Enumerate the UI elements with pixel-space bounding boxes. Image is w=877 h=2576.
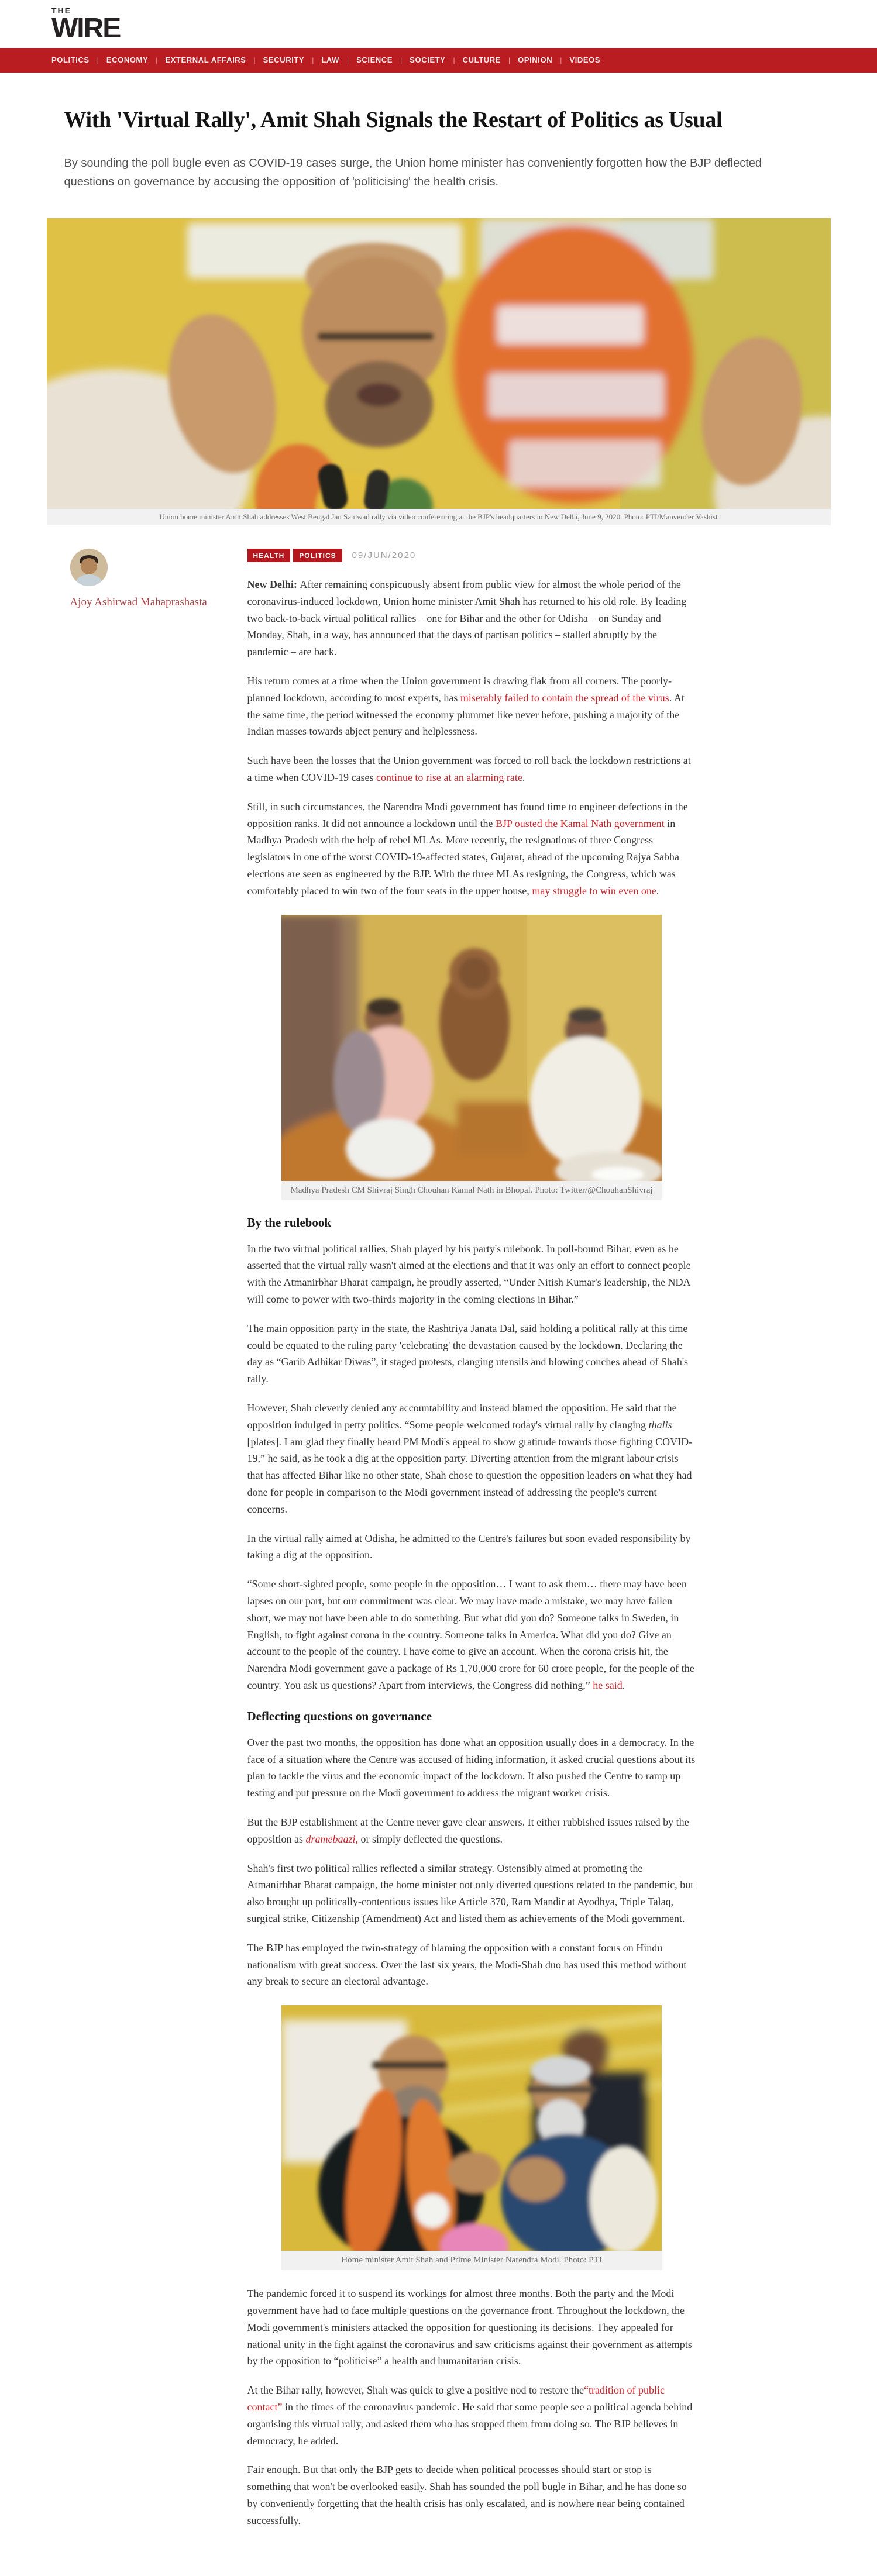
nav-item-opinion[interactable]: OPINION (518, 56, 553, 65)
article-paragraph (247, 2382, 696, 2449)
nav-item-science[interactable]: SCIENCE (356, 56, 393, 65)
paragraph-text: Shah's first two political rallies reflected a similar strategy. Ostensibly aimed at promoting the Atmanirbhar Bharat campaign, the home minister not only diverted questions related to the pandemic, but also brought up politically-contentious issues like Article 370, Ram Mandir at Ayodhya, Triple Talaq, surgical strike, Citizenship (Amendment) Act and listed them as achievements of the Modi government. (247, 1862, 694, 1924)
main-nav (0, 48, 877, 73)
paragraph-text: Over the past two months, the opposition has done what an opposition usually does in a democracy. In the face of a situation where the Centre was accused of hiding information, it asked crucial questions about its plan to tackle the virus and the economic impact of the lockdown. It also pushed the Centre to ramp up testing and put pressure on the Modi government to address the migrant worker crisis. (247, 1736, 696, 1799)
article-subtitle: By sounding the poll bugle even as COVID-19 cases surge, the Union home minister has conveniently forgotten how the BJP deflected questions on governance by accusing the opposition of 'politicising' the health crisis. (64, 157, 762, 189)
figure-caption: Madhya Pradesh CM Shivraj Singh Chouhan Kamal Nath in Bhopal. Photo: Twitter/@ChouhanShivraj (281, 1181, 662, 1200)
nav-item-culture[interactable]: CULTURE (462, 56, 501, 65)
paragraph-text: Fair enough. But that only the BJP gets to decide when political processes should start or stop is something that won't be overlooked easily. Shah has sounded the poll bugle in Bihar, and he has done so by conveniently forgetting that the health crisis has only escalated, and is nowhere near being contained successfully. (247, 2464, 687, 2526)
masthead (0, 0, 877, 46)
nav-separator: | (453, 56, 455, 64)
shahmodi-photo-frame (281, 2005, 662, 2251)
nav-separator: | (400, 56, 403, 64)
article-paragraph (247, 2461, 696, 2529)
tag-badge-politics[interactable]: POLITICS (293, 549, 342, 562)
author-avatar-image (70, 549, 108, 586)
tag-badge-health[interactable]: HEALTH (247, 549, 291, 562)
nav-separator: | (97, 56, 99, 64)
paragraph-text: [plates]. I am glad they finally heard PM Modi's appeal to show gratitude towards those fighting COVID-19,” he said, as he took a dig at the opposition party. Diverting attention from the migrant labour crisis that has affected Bihar like no other state, Shah chose to question the opposition leaders on what they had done for people in comparison to the Modi government instead of addressing the people's current concerns. (247, 1435, 693, 1515)
author-avatar[interactable] (70, 549, 108, 586)
article-paragraph (247, 1860, 696, 1927)
nav-item-society[interactable]: SOCIETY (410, 56, 446, 65)
paragraph-text: At the Bihar rally, however, Shah was quick to give a positive nod to restore the (247, 2384, 584, 2396)
nav-item-law[interactable]: LAW (321, 56, 340, 65)
inline-link[interactable]: he said (593, 1679, 623, 1691)
kamalnath-photo-frame (281, 915, 662, 1181)
article-body (247, 576, 696, 2529)
inline-link[interactable]: “tradition of public contact” (247, 2384, 665, 2413)
inline-bold: New Delhi: (247, 578, 300, 591)
author-column (47, 549, 247, 2541)
nav-item-external-affairs[interactable]: EXTERNAL AFFAIRS (165, 56, 246, 65)
kamalnath-photo (281, 915, 662, 1181)
hero-figure (47, 218, 831, 525)
paragraph-text: . (656, 884, 659, 897)
inline-figure-shahmodi (281, 2005, 662, 2270)
site-logo[interactable] (51, 6, 120, 42)
paragraph-text: The main opposition party in the state, the Rashtriya Janata Dal, said holding a political rally at this time could be equated to the ruling party 'celebrating' the devastation caused by the lockdown. Declaring the day as “Garib Adhikar Diwas”, it staged protests, clanging utensils and blowing conches ahead of Shah's rally. (247, 1322, 689, 1385)
article-paragraph (247, 1940, 696, 1990)
paragraph-text: But the BJP establishment at the Centre never gave clear answers. It either rubbished issues raised by the opposition as (247, 1816, 689, 1845)
nav-separator: | (253, 56, 256, 64)
article-paragraph (247, 576, 696, 660)
author-name[interactable]: Ajoy Ashirwad Mahaprashasta (70, 596, 207, 609)
paragraph-text: in Madhya Pradesh with the help of rebel MLAs. More recently, the resignations of three Congress legislators in one of the worst COVID-19-affected states, Gujarat, ahead of the upcoming Rajya Sabha elections are seen as engineered by the BJP. With the three MLAs resigning, the Congress, which was comfortably placed to win two of the four seats in the upper house, (247, 817, 679, 897)
nav-item-economy[interactable]: ECONOMY (106, 56, 149, 65)
paragraph-text: In the virtual rally aimed at Odisha, he admitted to the Centre's failures but soon evaded responsibility by taking a dig at the opposition. (247, 1532, 691, 1561)
page-title: With 'Virtual Rally', Amit Shah Signals the Restart of Politics as Usual (64, 107, 723, 132)
article-paragraph (247, 1576, 696, 1694)
nav-separator: | (560, 56, 562, 64)
article-paragraph (247, 1320, 696, 1387)
inline-italic: thalis (648, 1418, 672, 1431)
paragraph-text: or simply deflected the questions. (358, 1833, 503, 1845)
paragraph-text: . (622, 1679, 625, 1691)
article-paragraph (247, 1734, 696, 1802)
article-paragraph (247, 752, 696, 786)
article-paragraph (247, 1814, 696, 1848)
nav-separator: | (156, 56, 158, 64)
inline-link[interactable]: may struggle to win even one (532, 884, 656, 897)
logo-the-text: THE (51, 6, 71, 15)
article-paragraph (247, 673, 696, 740)
article-paragraph (247, 1400, 696, 1518)
nav-item-security[interactable]: SECURITY (263, 56, 305, 65)
inline-link[interactable]: BJP ousted the Kamal Nath government (495, 817, 665, 829)
inline-link[interactable]: miserably failed to contain the spread of the virus (460, 691, 669, 704)
hero-photo (47, 218, 831, 509)
nav-item-politics[interactable]: POLITICS (51, 56, 90, 65)
paragraph-text: “Some short-sighted people, some people in the opposition… I want to ask them… there may have been lapses on our part, but our commitment was clear. We may have made a mistake, we may have fallen short, we may not have been able to do something. But what did you do? Someone talks in Sweden, in English, to fight against corona in the country. Someone talks in America. What did you do? Give an account to the people of the country. I have come to give an account. When the corona crisis hit, the Narendra Modi government gave a package of Rs 1,70,000 crore for 60 crore people, for the people of the country. You ask us questions? Apart from interviews, the Congress did nothing,” (247, 1578, 694, 1691)
paragraph-text: The pandemic forced it to suspend its workings for almost three months. Both the party and the Modi government have had to face multiple questions on the governance front. Throughout the lockdown, the Modi government's ministers attacked the opposition for questioning its decisions. They appealed for national unity in the fight against the coronavirus and saw criticisms against their government as attempts by the opposition to “politicise” a health and humanitarian crisis. (247, 2288, 692, 2367)
article-date: 09/JUN/2020 (352, 550, 417, 561)
shah-modi-photo (281, 2005, 662, 2251)
paragraph-text: In the two virtual political rallies, Shah played by his party's rulebook. In poll-bound Bihar, even as he asserted that the virtual rally wasn't aimed at the elections and that it was only an effort to connect people with the Atmanirbhar Bharat campaign, he proudly asserted, “Under Nitish Kumar's leadership, the NDA will come to power with two-thirds majority in the coming elections in Bihar.” (247, 1242, 691, 1306)
paragraph-text: The BJP has employed the twin-strategy of blaming the opposition with a constant focus on Hindu nationalism with great success. Over the last six years, the Modi-Shah duo has used this method without any break to secure an electoral advantage. (247, 1941, 687, 1988)
paragraph-text: After remaining conspicuously absent from public view for almost the whole period of the coronavirus-induced lockdown, Union home minister Amit Shah has returned to his old role. By leading two back-to-back virtual political rallies – one for Bihar and the other for Odisha – on Sunday and Monday, Shah, in a way, has announced that the days of partisan politics – stalled abruptly by the pandemic – are back. (247, 578, 687, 658)
article-paragraph (247, 1530, 696, 1564)
logo-wire-text: WIRE (51, 13, 121, 44)
article-meta (247, 549, 696, 562)
figure-caption: Home minister Amit Shah and Prime Minister Narendra Modi. Photo: PTI (281, 2251, 662, 2270)
nav-separator: | (508, 56, 511, 64)
inline-figure-kamalnath (281, 915, 662, 1200)
article-paragraph (247, 1241, 696, 1308)
paragraph-text: . (522, 772, 525, 784)
nav-separator: | (347, 56, 349, 64)
nav-separator: | (312, 56, 314, 64)
paragraph-text: His return comes at a time when the Union government is drawing flak from all corners. The poorly-planned lockdown, according to most experts, has (247, 675, 672, 704)
article-paragraph (247, 2285, 696, 2370)
paragraph-text: Still, in such circumstances, the Narendra Modi government has found time to engineer defections in the opposition ranks. It did not announce a lockdown until the (247, 800, 688, 829)
paragraph-text: Such have been the losses that the Union government was forced to roll back the lockdown restrictions at a time when COVID-19 cases (247, 755, 691, 784)
inline-link[interactable]: continue to rise at an alarming rate (376, 772, 522, 784)
inline-link[interactable]: dramebaazi, (305, 1833, 359, 1845)
paragraph-text: in the times of the coronavirus pandemic. He said that some people see a political agenda behind organising this virtual rally, and asked them who has stopped them from doing so. The BJP believes in democracy, he added. (247, 2401, 693, 2447)
section-heading: By the rulebook (247, 1215, 332, 1230)
paragraph-text: However, Shah cleverly denied any accountability and instead blamed the opposition. He said that the opposition indulged in petty politics. “Some people welcomed today's virtual rally by clanging (247, 1402, 677, 1431)
nav-item-videos[interactable]: VIDEOS (569, 56, 601, 65)
hero-caption: Union home minister Amit Shah addresses West Bengal Jan Samwad rally via video conferencing at the BJP's headquarters in New Delhi, June 9, 2020. Photo: PTI/Manvender Vashist (47, 509, 831, 525)
article-paragraph (247, 798, 696, 900)
section-heading: Deflecting questions on governance (247, 1709, 432, 1723)
paragraph-text: . At the same time, the period witnessed the economy plummet like never before, pushing a majority of the Indian masses towards abject penury and helplessness. (247, 691, 685, 738)
